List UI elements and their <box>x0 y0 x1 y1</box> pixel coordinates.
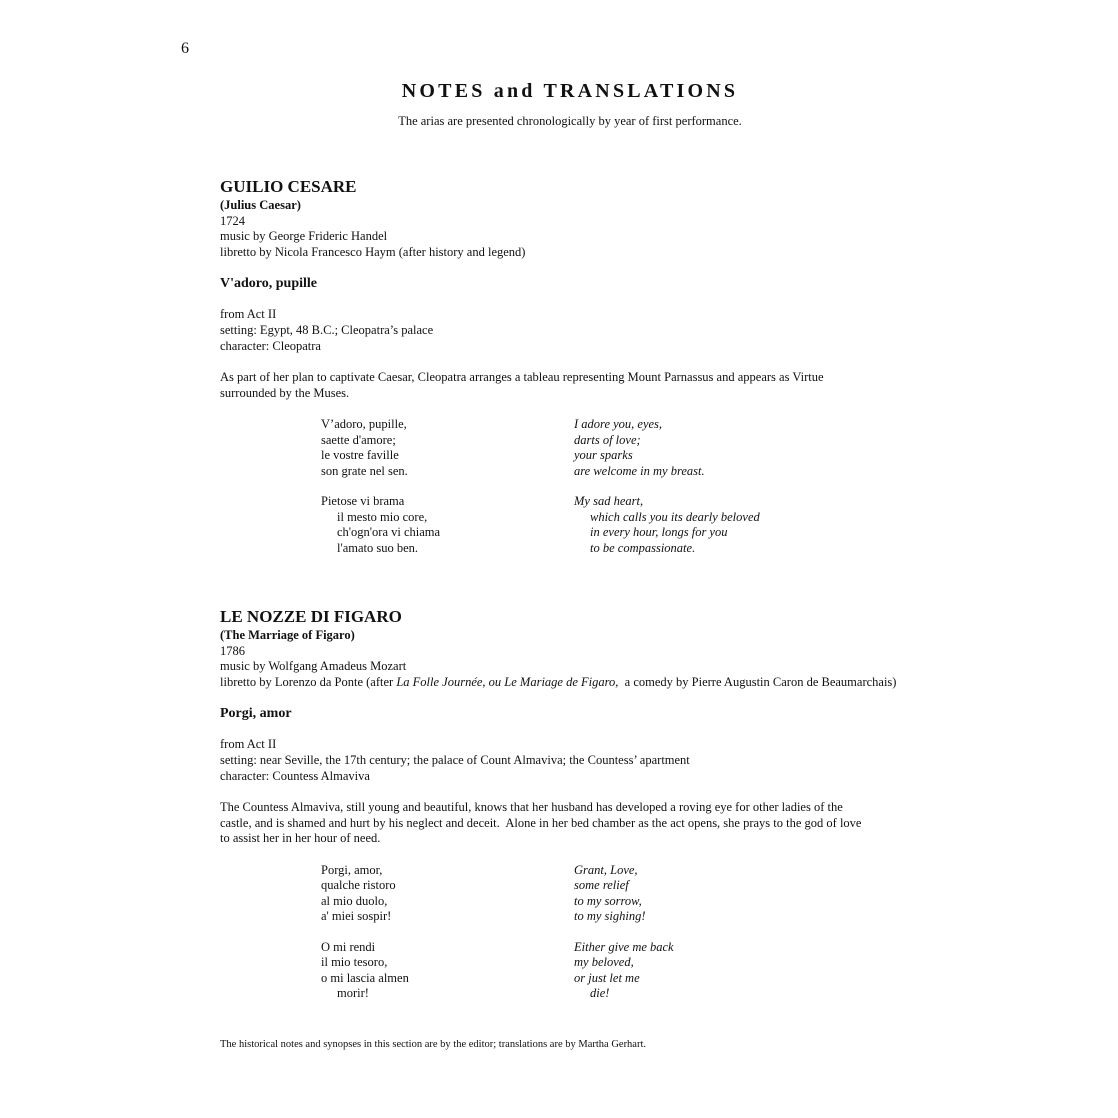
aria-act: from Act II <box>220 307 277 322</box>
stanza <box>321 863 881 925</box>
verse-line: Porgi, amor, <box>321 862 383 877</box>
translation-text <box>574 940 874 1002</box>
translation-line: My sad heart, <box>574 494 644 509</box>
opera-composer: music by George Frideric Handel <box>220 229 388 244</box>
page-subtitle: The arias are presented chronologically by year of first performance. <box>398 114 742 128</box>
stanza <box>321 494 881 556</box>
verse-line: ch'ogn'ora vi chiama <box>337 525 441 540</box>
verse-line: l'amato suo ben. <box>337 540 419 555</box>
verse-line: saette d'amore; <box>321 432 396 447</box>
opera-librettist <box>220 675 1080 691</box>
synopsis-line: castle, and is shamed and hurt by his neglect and deceit. Alone in her bed chamber as the act opens, she prays to the god of love <box>220 815 862 830</box>
translation-line: to my sighing! <box>574 909 646 924</box>
opera-english-title: (Julius Caesar) <box>220 198 301 212</box>
original-text <box>321 417 574 479</box>
opera-year: 1786 <box>220 643 245 658</box>
verse-line: al mio duolo, <box>321 893 388 908</box>
original-text <box>321 940 574 1002</box>
synopsis-line: surrounded by the Muses. <box>220 385 350 400</box>
verse-line: Pietose vi brama <box>321 494 405 509</box>
footer-note: The historical notes and synopses in this section are by the editor; translations are by Martha Gerhart. <box>220 1039 647 1050</box>
translation-line: or just let me <box>574 970 640 985</box>
translation-line: I adore you, eyes, <box>574 417 663 432</box>
synopsis <box>220 800 1080 847</box>
translation-line: are welcome in my breast. <box>574 463 705 478</box>
translation-line: your sparks <box>574 448 633 463</box>
translation-line: darts of love; <box>574 432 641 447</box>
aria-text <box>321 417 881 556</box>
verse-line: il mio tesoro, <box>321 955 388 970</box>
verse-line: son grate nel sen. <box>321 463 408 478</box>
verse-line: qualche ristoro <box>321 878 396 893</box>
opera-year: 1724 <box>220 213 245 228</box>
translation-line: in every hour, longs for you <box>590 525 728 540</box>
synopsis <box>220 370 1080 401</box>
translation-line: my beloved, <box>574 955 634 970</box>
librettist-prefix: libretto by Lorenzo da Ponte (after <box>220 674 397 689</box>
verse-line: il mesto mio core, <box>337 509 428 524</box>
translation-text <box>574 863 874 925</box>
translation-text <box>574 494 874 556</box>
verse-line: le vostre faville <box>321 448 399 463</box>
translation-line: Either give me back <box>574 939 674 954</box>
translation-line: to my sorrow, <box>574 893 642 908</box>
opera-english-title: (The Marriage of Figaro) <box>220 628 355 642</box>
original-text <box>321 863 574 925</box>
aria-act: from Act II <box>220 737 277 752</box>
aria-setting: setting: Egypt, 48 B.C.; Cleopatra’s palace <box>220 322 434 337</box>
stanza <box>321 417 881 479</box>
verse-line: a' miei sospir! <box>321 909 392 924</box>
opera-section-le-nozze-di-figaro <box>220 606 1080 1002</box>
verse-line: V’adoro, pupille, <box>321 417 407 432</box>
opera-composer: music by Wolfgang Amadeus Mozart <box>220 659 407 674</box>
translation-line: which calls you its dearly beloved <box>590 509 760 524</box>
translation-line: Grant, Love, <box>574 862 638 877</box>
librettist-suffix: a comedy by Pierre Augustin Caron de Beaumarchais) <box>618 674 897 689</box>
opera-librettist: libretto by Nicola Francesco Haym (after history and legend) <box>220 244 526 259</box>
original-text <box>321 494 574 556</box>
translation-line: die! <box>590 986 610 1001</box>
aria-character: character: Countess Almaviva <box>220 768 370 783</box>
verse-line: O mi rendi <box>321 939 376 954</box>
aria-setting: setting: near Seville, the 17th century; the palace of Count Almaviva; the Countess’ apartment <box>220 752 690 767</box>
translation-text <box>574 417 874 479</box>
synopsis-line: The Countess Almaviva, still young and beautiful, knows that her husband has developed a roving eye for other ladies of the <box>220 800 843 815</box>
page-number: 6 <box>181 40 189 57</box>
synopsis-line: As part of her plan to captivate Caesar, Cleopatra arranges a tableau representing Mount Parnassus and appears as Virtue <box>220 370 824 385</box>
page-title: NOTES and TRANSLATIONS <box>401 80 739 102</box>
verse-line: morir! <box>337 986 369 1001</box>
stanza <box>321 940 881 1002</box>
opera-title: GUILIO CESARE <box>220 177 357 196</box>
aria-title: Porgi, amor <box>220 706 292 722</box>
opera-title: LE NOZZE DI FIGARO <box>220 607 402 626</box>
opera-section-giulio-cesare <box>220 176 1080 556</box>
verse-line: o mi lascia almen <box>321 970 409 985</box>
translation-line: to be compassionate. <box>590 540 696 555</box>
source-work-title: La Folle Journée, ou Le Mariage de Figaro, <box>396 674 619 689</box>
aria-title: V'adoro, pupille <box>220 276 317 292</box>
translation-line: some relief <box>574 878 629 893</box>
aria-text <box>321 863 881 1002</box>
aria-character: character: Cleopatra <box>220 338 321 353</box>
synopsis-line: to assist her in her hour of need. <box>220 831 381 846</box>
